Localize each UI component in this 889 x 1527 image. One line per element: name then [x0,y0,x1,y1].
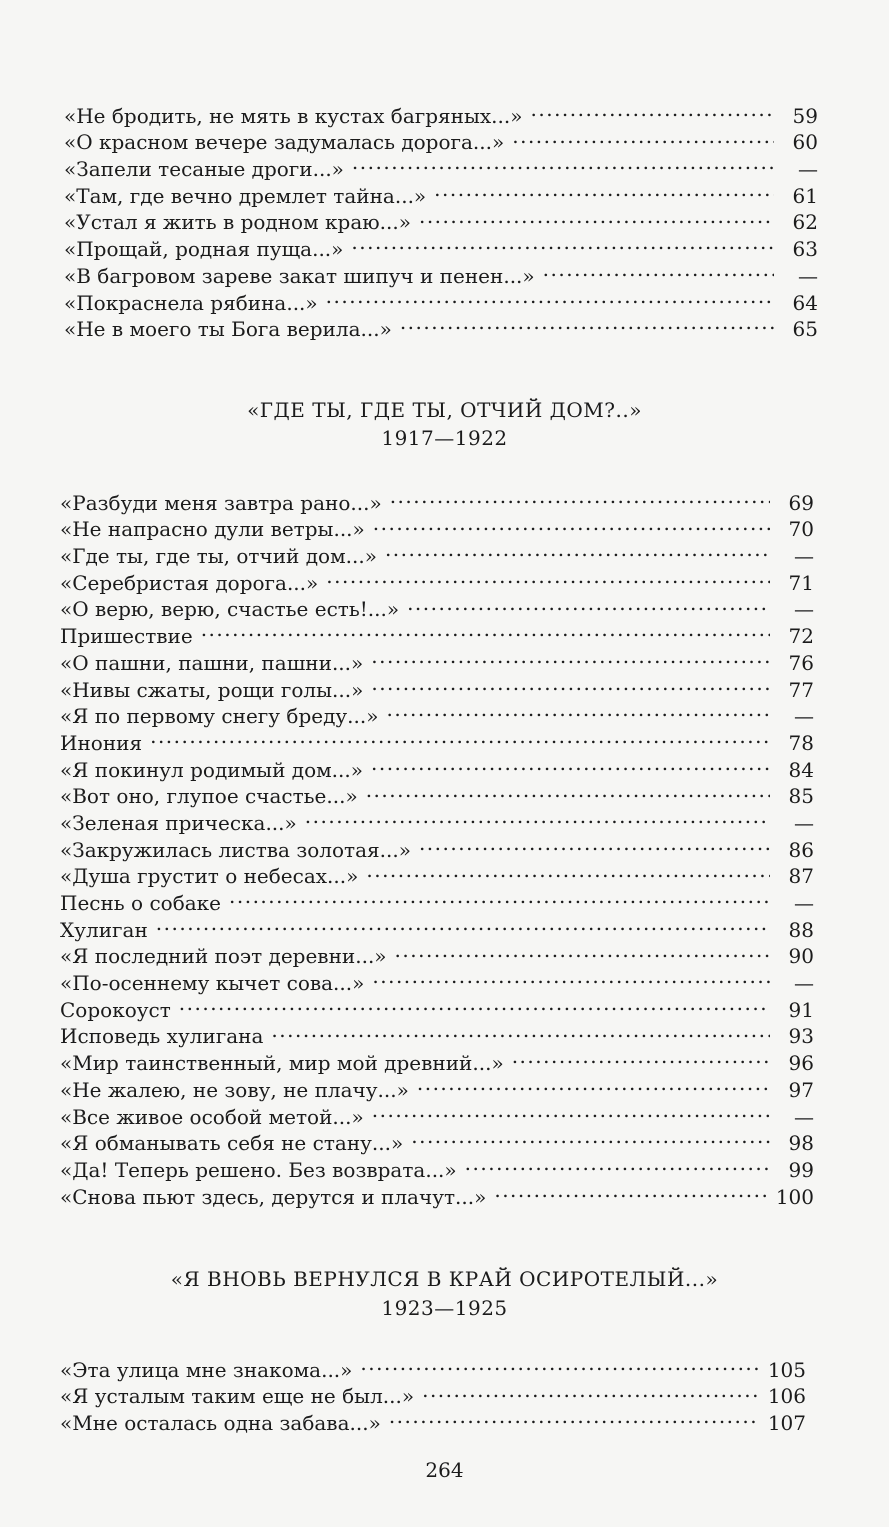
dot-leader [512,123,774,150]
toc-entry-page: 107 [767,1411,806,1436]
toc-entry-title: «Там, где вечно дремлет тайна...» [64,183,427,208]
dot-leader [389,1403,760,1430]
toc-entry [60,910,814,942]
toc-entry-title: «Не напрасно дули ветры...» [60,517,365,542]
dot-leader [422,1377,760,1404]
dot-leader [371,750,770,777]
dot-leader [326,563,770,590]
dot-leader [201,616,770,643]
toc-entry-title: «О пашни, пашни, пашни...» [60,650,364,675]
section-2-title: «ГДЕ ТЫ, ГДЕ ТЫ, ОТЧИЙ ДОМ?..» [247,398,642,422]
toc-entry-title: «Разбуди меня завтра рано...» [60,490,382,515]
toc-entry-page: 65 [792,317,818,342]
dot-leader [351,229,774,256]
toc-entry-page: — [794,971,814,996]
toc-entry-title: «Я покинул родимый дом...» [60,757,363,782]
toc-entry [64,96,818,128]
toc-entry-page: 76 [788,650,814,675]
toc-entry-page: 99 [788,1157,814,1182]
dot-leader [407,590,770,617]
toc-entry-page: 87 [788,864,814,889]
dot-leader [305,803,770,830]
toc-entry [60,750,814,782]
dot-leader [434,176,774,203]
toc-section-1 [64,96,824,342]
toc-entry-title: «По-осеннему кычет сова...» [60,971,365,996]
dot-leader [150,723,770,750]
toc-entry-page: 62 [792,210,818,235]
dot-leader [417,1070,770,1097]
dot-leader [179,990,770,1017]
toc-entry-page: — [794,891,814,915]
toc-entry-page: 69 [788,490,814,515]
dot-leader [229,883,770,910]
dot-leader [411,1124,770,1151]
dot-leader [156,910,770,937]
toc-entry-page: 91 [788,997,814,1022]
toc-entry-title: «Да! Теперь решено. Без возврата...» [60,1157,457,1182]
toc-entry-title: «Снова пьют здесь, дерутся и плачут...» [60,1184,487,1209]
toc-entry-title: «Серебристая дорога...» [60,570,319,595]
toc-entry-page: 93 [788,1024,814,1049]
toc-entry-page: 70 [788,517,814,542]
dot-leader [494,1177,767,1204]
toc-entry-title: «Я по первому снегу бреду...» [60,704,379,729]
toc-entry-page: 61 [792,183,818,208]
toc-entry-title: «Запели тесаные дроги...» [64,157,344,182]
dot-leader [372,963,770,990]
toc-entry-page: 72 [788,624,814,649]
toc-entry-page: — [794,1104,814,1129]
dot-leader [395,937,770,964]
toc-entry-page: — [794,810,814,835]
toc-entry-title: Исповедь хулигана [60,1024,264,1049]
toc-entry-title: Сорокоуст [60,997,171,1022]
toc-entry-title: Инония [60,730,143,755]
toc-entry-page: 105 [767,1357,806,1382]
toc-entry-page: — [798,157,818,182]
toc-entry-title: «О верю, верю, счастье есть!...» [60,597,400,622]
dot-leader [371,670,770,697]
toc-entry [60,723,814,755]
toc-entry-title: «Устал я жить в родном краю...» [64,210,411,235]
toc-entry-page: — [794,544,814,569]
dot-leader [385,536,770,563]
dot-leader [271,1017,770,1044]
toc-entry-title: «Не бродить, не мять в кустах багряных...» [64,103,523,128]
page-number: 264 [425,1458,464,1482]
toc-entry-page: 88 [788,917,814,942]
dot-leader [419,830,770,857]
toc-entry-page: — [794,597,814,622]
toc-entry-page: — [794,704,814,729]
dot-leader [372,1097,770,1124]
toc-entry-title: Песнь о собаке [60,891,221,915]
toc-entry-page: 59 [792,103,818,128]
dot-leader [373,510,770,537]
dot-leader [400,310,774,337]
toc-entry-title: «Не жалею, не зову, не плачу...» [60,1077,409,1102]
dot-leader [360,1350,759,1377]
toc-entry-page: 71 [788,570,814,595]
toc-entry-page: 63 [792,237,818,262]
toc-entry-title: Пришествие [60,624,193,649]
toc-entry [60,483,814,515]
toc-entry [60,937,814,969]
dot-leader [366,777,770,804]
dot-leader [419,203,774,230]
dot-leader [326,283,774,310]
dot-leader [543,256,774,283]
toc-entry-page: 100 [775,1184,814,1209]
section-2-years: 1917—1922 [381,426,508,450]
toc-section-3 [60,1350,820,1436]
dot-leader [352,149,774,176]
dot-leader [386,697,770,724]
dot-leader [390,483,770,510]
toc-entry-title: «Я обманывать себя не стану...» [60,1131,404,1156]
toc-entry-page: 84 [788,757,814,782]
dot-leader [512,1043,770,1070]
toc-entry-title: Хулиган [60,917,148,942]
toc-entry-page: 97 [788,1077,814,1102]
toc-entry-title: «Где ты, где ты, отчий дом...» [60,544,377,569]
toc-entry-title: «Я усталым таким еще не был...» [60,1384,415,1409]
toc-entry-page: 96 [788,1051,814,1076]
toc-entry-title: «Зеленая прическа...» [60,810,297,835]
toc-entry-title: «В багровом зареве закат шипуч и пенен...» [64,263,535,288]
toc-entry-title: «Мир таинственный, мир мой древний...» [60,1051,504,1076]
toc-entry-title: «О красном вечере задумалась дорога...» [64,130,505,155]
toc-entry-page: 86 [788,837,814,862]
section-3-title: «Я ВНОВЬ ВЕРНУЛСЯ В КРАЙ ОСИРОТЕЛЫЙ...» [170,1267,719,1291]
toc-entry-page: 78 [788,730,814,755]
dot-leader [371,643,770,670]
toc-entry-title: «Прощай, родная пуща...» [64,237,344,262]
toc-entry-page: 77 [788,677,814,702]
dot-leader [366,857,770,884]
toc-entry-title: «Не в моего ты Бога верила...» [64,317,392,342]
dot-leader [531,96,775,123]
toc-entry-title: «Все живое особой метой...» [60,1104,364,1129]
toc-entry-page: 90 [788,944,814,969]
toc-entry-page: — [798,263,818,288]
toc-entry-title: «Нивы сжаты, рощи голы...» [60,677,364,702]
toc-entry-title: «Вот оно, глупое счастье...» [60,784,358,809]
toc-entry-page: 98 [788,1131,814,1156]
toc-entry-title: «Душа грустит о небесах...» [60,864,359,889]
toc-section-2 [60,483,820,1209]
section-3-years: 1923—1925 [381,1296,508,1320]
toc-entry-title: «Закружилась листва золотая...» [60,837,411,862]
toc-entry-title: «Покраснела рябина...» [64,290,318,315]
toc-entry-title: «Мне осталась одна забава...» [60,1411,381,1436]
toc-entry-title: «Эта улица мне знакома...» [60,1357,353,1382]
toc-entry-page: 60 [792,130,818,155]
toc-entry-page: 64 [792,290,818,315]
toc-entry-page: 106 [767,1384,806,1409]
toc-entry-title: «Я последний поэт деревни...» [60,944,387,969]
dot-leader [465,1150,770,1177]
toc-entry [60,1350,806,1382]
toc-entry-page: 85 [788,784,814,809]
